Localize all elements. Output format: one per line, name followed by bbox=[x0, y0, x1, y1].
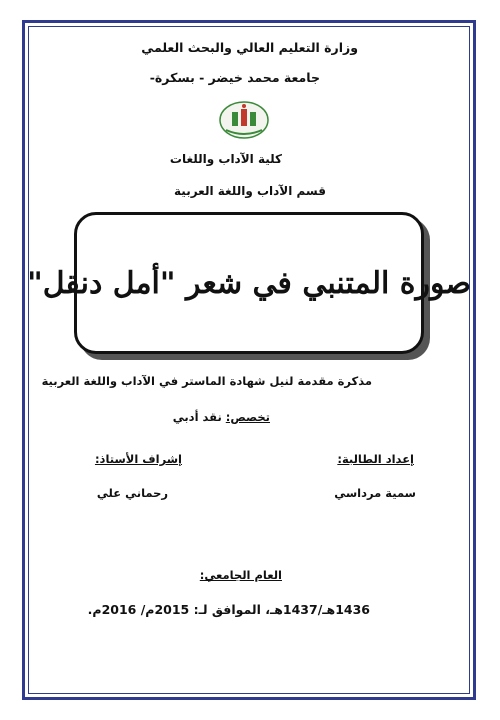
thesis-title: صورة المتنبي في شعر "أمل دنقل" bbox=[27, 265, 471, 301]
department-name: قسم الآداب واللغة العربية bbox=[174, 184, 326, 198]
prepared-by-label: إعداد الطالبة: bbox=[337, 452, 414, 466]
academic-year-value: 1436هـ/1437هـ، الموافق لـ: 2015م/ 2016م. bbox=[87, 602, 370, 617]
specialization-label: تخصص: bbox=[225, 410, 270, 424]
memo-description: مذكرة مقدمة لنيل شهادة الماستر في الآداب واللغة العربية bbox=[41, 374, 372, 388]
ministry-name: وزارة التعليم العالي والبحث العلمي bbox=[141, 40, 358, 55]
faculty-name: كلية الآداب واللغات bbox=[169, 152, 282, 166]
supervisor-name: رحماني علي bbox=[96, 486, 168, 500]
specialization-value: نقد أدبي bbox=[172, 410, 226, 424]
student-name: سمية مرداسي bbox=[334, 486, 416, 500]
title-box bbox=[27, 212, 471, 354]
academic-year-label: العام الجامعي: bbox=[199, 568, 282, 582]
specialization bbox=[173, 410, 270, 424]
university-logo-icon bbox=[218, 100, 270, 140]
university-name: جامعة محمد خيضر - بسكرة- bbox=[149, 70, 320, 85]
supervised-by-label: إشراف الأستاذ: bbox=[94, 452, 182, 466]
